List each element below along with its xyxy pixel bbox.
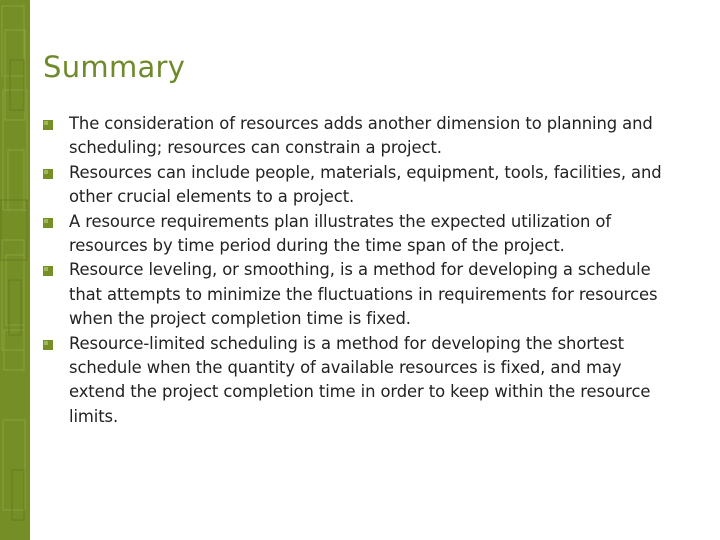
band-pattern bbox=[0, 0, 30, 540]
square-bullet-icon bbox=[43, 218, 53, 228]
side-decorative-band bbox=[0, 0, 30, 540]
bullet-item bbox=[43, 161, 673, 210]
bullet-item bbox=[43, 112, 673, 161]
bullet-item bbox=[43, 332, 673, 430]
square-bullet-icon bbox=[43, 266, 53, 276]
bullet-list bbox=[43, 112, 673, 429]
square-bullet-icon bbox=[43, 169, 53, 179]
bullet-item bbox=[43, 210, 673, 259]
bullet-item bbox=[43, 258, 673, 331]
bullet-text: Resources can include people, materials, equipment, tools, facilities, and other crucial elements to a project. bbox=[69, 162, 662, 207]
bullet-text: A resource requirements plan illustrates the expected utilization of resources by time period during the time span of the project. bbox=[69, 211, 612, 256]
bullet-text: Resource-limited scheduling is a method for developing the shortest schedule when the quantity of available resources is fixed, and may extend the project completion time in order to keep within the resource limits. bbox=[69, 333, 651, 426]
bullet-text: The consideration of resources adds another dimension to planning and scheduling; resources can constrain a project. bbox=[69, 114, 653, 158]
square-bullet-icon bbox=[43, 340, 53, 350]
bullet-text: Resource leveling, or smoothing, is a method for developing a schedule that attempts to minimize the fluctuations in requirements for resources when the project completion time is fixed. bbox=[69, 260, 658, 329]
slide-title: Summary bbox=[43, 50, 186, 84]
square-bullet-icon bbox=[43, 120, 53, 130]
